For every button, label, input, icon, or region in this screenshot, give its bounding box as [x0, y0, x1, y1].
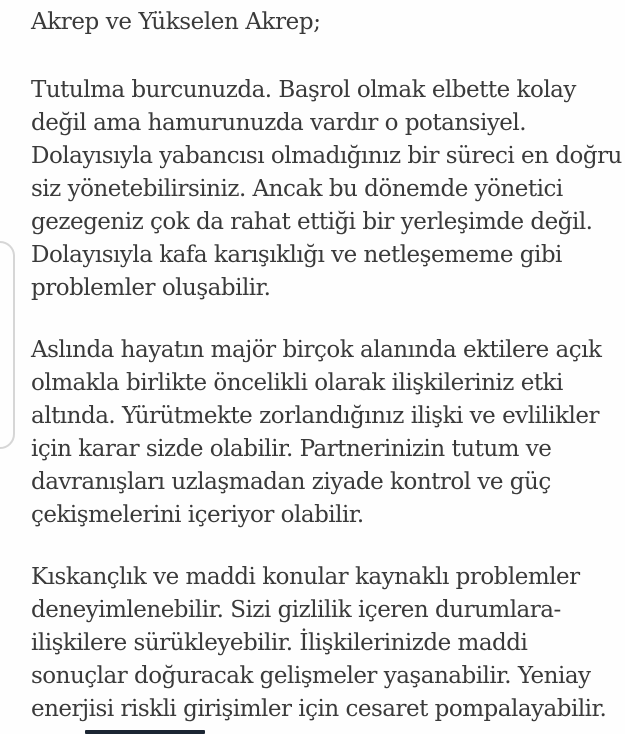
- text-line: Aslında hayatın majör birçok alanında ektilere açık: [31, 337, 602, 363]
- paragraph-relationships: [31, 334, 607, 532]
- text-line: ilişkilere sürükleyebilir. İlişkilerinizde maddi: [31, 630, 528, 656]
- text-line: problemler oluşabilir.: [31, 275, 271, 301]
- text-line: değil ama hamurunuzda vardır o potansiyel.: [31, 110, 527, 136]
- paragraph-eclipse-sign: [31, 74, 622, 305]
- text-line: deneyimlenebilir. Sizi gizlilik içeren durumlara-: [31, 597, 561, 623]
- text-line: siz yönetebilirsiniz. Ancak bu dönemde yönetici: [31, 176, 563, 202]
- text-line: gezegeniz çok da rahat ettiği bir yerleşimde değil.: [31, 209, 593, 235]
- text-line: Dolayısıyla kafa karışıklığı ve netleşememe gibi: [31, 242, 562, 268]
- text-line: için karar sizde olabilir. Partnerinizin tutum ve: [31, 436, 552, 462]
- text-line: Kıskançlık ve maddi konular kaynaklı problemler: [31, 564, 580, 590]
- text-line: altında. Yürütmekte zorlandığınız ilişki ve evlilikler: [31, 403, 600, 429]
- text-line: Tutulma burcunuzda. Başrol olmak elbette kolay: [31, 77, 576, 103]
- text-line: davranışları uzlaşmadan ziyade kontrol ve güç: [31, 469, 551, 495]
- paragraph-jealousy-money: [31, 561, 607, 726]
- bottom-bar: [85, 730, 205, 734]
- text-line: olmakla birlikte öncelikli olarak ilişkileriniz etki: [31, 370, 563, 396]
- text-line: sonuçlar doğuracak gelişmeler yaşanabilir. Yeniay: [31, 663, 591, 689]
- text-line: enerjisi riskli girişimler için cesaret pompalayabilir.: [31, 696, 607, 722]
- offscreen-card-edge: [0, 241, 15, 449]
- text-line: çekişmelerini içeriyor olabilir.: [31, 502, 364, 528]
- text-line: Dolayısıyla yabancısı olmadığınız bir süreci en doğru: [31, 143, 622, 169]
- horoscope-article: [31, 6, 622, 734]
- article-heading: Akrep ve Yükselen Akrep;: [31, 9, 321, 35]
